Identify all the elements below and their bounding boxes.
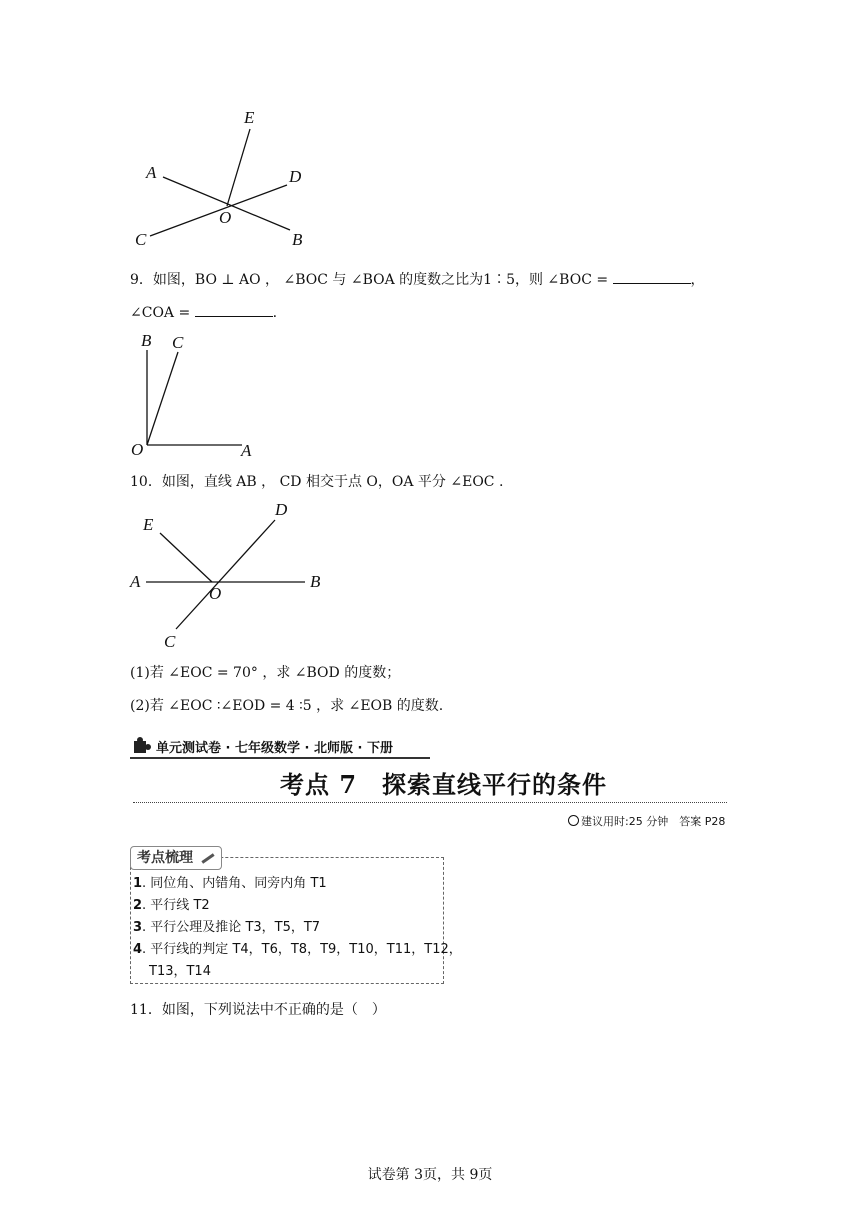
pencil-icon	[201, 853, 214, 863]
question-10-stem: 10．如图，直线 AB ， CD 相交于点 O，OA 平分 ∠EOC .	[130, 474, 504, 490]
label-o: O	[219, 208, 232, 227]
clock-icon	[568, 815, 579, 826]
puzzle-icon	[132, 737, 152, 755]
question-9-line1: 9．如图，BO ⊥ AO ， ∠BOC 与 ∠BOA 的度数之比为1∶5，则 ∠BOC = ，	[130, 269, 705, 290]
label-b: B	[141, 331, 152, 350]
list-item: 2. 平行线 T2	[133, 898, 210, 913]
label-e: E	[143, 515, 154, 534]
key-points-list	[133, 873, 462, 983]
label-a: A	[146, 163, 157, 182]
question-10-part-2: (2)若 ∠EOC ∶∠EOD = 4 ∶5 ，求 ∠EOB 的度数.	[130, 698, 444, 714]
title-divider	[133, 802, 727, 803]
list-item: 3. 平行公理及推论 T3，T5，T7	[133, 920, 321, 935]
suggested-time: 建议用时:25 分钟 答案 P28	[568, 813, 725, 829]
label-c: C	[135, 230, 147, 249]
question-10-part-1: (1)若 ∠EOC = 70° ，求 ∠BOD 的度数；	[130, 665, 401, 681]
question-11: 11．如图，下列说法中不正确的是（ ）	[130, 1002, 386, 1018]
page-footer: 试卷第 3页，共 9页	[367, 1167, 493, 1183]
section-title: 考点 7 探索直线平行的条件	[280, 770, 608, 799]
label-o: O	[209, 584, 222, 603]
key-points-tag: 考点梳理	[130, 846, 222, 870]
list-item: 1. 同位角、内错角、同旁内角 T1	[133, 876, 327, 891]
label-a: A	[241, 441, 252, 460]
label-c: C	[172, 333, 184, 352]
label-e: E	[244, 108, 255, 127]
banner-underline	[130, 757, 430, 759]
label-b: B	[310, 572, 321, 591]
label-b: B	[292, 230, 303, 249]
question-9-line2: ∠COA = .	[130, 302, 277, 323]
label-c: C	[164, 632, 176, 651]
series-banner: 单元测试卷 · 七年级数学 · 北师版 · 下册	[130, 736, 425, 756]
label-d: D	[289, 167, 302, 186]
list-item: 4. 平行线的判定 T4，T6，T8，T9，T10，T11，T12，	[133, 942, 462, 957]
label-o: O	[131, 440, 144, 459]
list-item-continuation: T13，T14	[149, 964, 211, 979]
label-d: D	[275, 500, 288, 519]
label-a: A	[130, 572, 141, 591]
